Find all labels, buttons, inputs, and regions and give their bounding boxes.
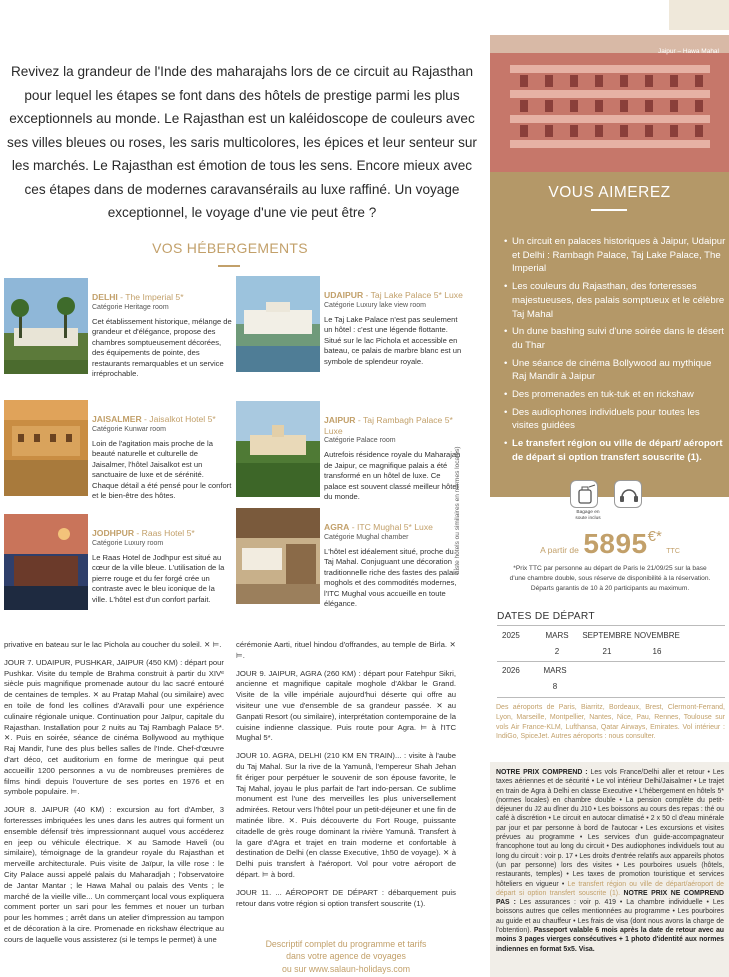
dates-divider xyxy=(497,697,725,698)
udaipur-hotel-photo xyxy=(236,276,320,372)
highlight-item: • Des promenades en tuk-tuk et en rickshaw xyxy=(504,388,726,402)
price-block xyxy=(500,528,720,560)
highlight-item: • Le transfert région ou ville de départ/ aéroport de départ si option transfert souscrite (1). xyxy=(504,437,726,464)
hotel-category: Catégorie Luxury lake view room xyxy=(324,301,426,309)
year-label: 2026 xyxy=(502,666,520,675)
month-label: NOVEMBRE xyxy=(634,631,680,640)
audiophone-icon xyxy=(614,480,642,508)
itinerary-day-6-end: privative en bateau sur le lac Pichola au coucher du soleil. ✕ ⊨. xyxy=(4,640,222,649)
year-label: 2025 xyxy=(502,631,520,640)
hotel-city: UDAIPUR xyxy=(324,290,364,300)
intro-paragraph: Revivez la grandeur de l'Inde des maharajahs lors de ce circuit au Rajasthan pour lequel les étapes se font dans des hôtels de prestige parmi les plus exceptionnels au monde. Le Rajasthan est un kaléidoscope de couleurs avec ses villes bleues ou roses, les saris multicolores, les épices et leur senteur sur les marchés. Le Rajasthan est émotion de tous les sens. Encore mieux avec ces étapes dans de modernes caravansérails au luxe raffiné. Un voyage exceptionnel, le voyage d'une vie peut être ? xyxy=(7,64,477,220)
price-suffix: TTC xyxy=(666,548,680,555)
price-prefix: A partir de xyxy=(540,545,579,555)
price-value: 5895 xyxy=(583,528,648,559)
hotel-city: JODHPUR xyxy=(92,528,135,538)
hotel-category: Catégorie Luxury room xyxy=(92,539,164,547)
day-value: 16 xyxy=(652,647,662,656)
day-value: 8 xyxy=(552,682,558,691)
luggage-icon xyxy=(570,480,598,508)
day-value: 21 xyxy=(602,647,612,656)
highlight-item: • Les couleurs du Rajasthan, des forteresses majestueuses, des palais somptueux et le célèbre Taj Mahal xyxy=(504,280,726,321)
highlights-title: VOUS AIMEREZ xyxy=(548,184,671,201)
heading-divider xyxy=(218,265,240,267)
itinerary-column-1 xyxy=(4,640,224,953)
hotel-category: Catégorie Kunwar room xyxy=(92,425,166,433)
included-transfer: Le transfert région ou ville de départ/aéroport de départ si option transfert souscrite (1). xyxy=(496,880,724,897)
month-label: MARS xyxy=(543,666,567,675)
hotel-name: - Taj Lake Palace 5* Luxe xyxy=(363,290,463,300)
hotel-category: Catégorie Mughal chamber xyxy=(324,533,409,541)
hotel-description: Le Raas Hotel de Jodhpur est situé au cœur de la ville bleue. L'utilisation de la pierre rouge et du fer forgé crée un contraste avec le bleu iconique de la ville. L'hôtel est d'un confort parfait. xyxy=(92,552,225,604)
hotel-city: DELHI xyxy=(92,292,118,302)
highlight-item: • Des audiophones individuels pour toutes les visites guidées xyxy=(504,406,726,433)
included-text: Les vols France/Delhi aller et retour • Les taxes aériennes et de sécurité • Le vol intérieur Delhi/Jaisalmer • Le trajet en train de Agra à Delhi en classe Executive • L'hébergement en hôtels 5* (normes locales) en chambre double • La pension complète du petit-déjeuner du J2 au dîner du J10 • Les boissons au cours des repas : thé ou café à discrétion • Le circuit en autocar climatisé • 2 x 50 cl d'eau minérale par jour et par personne à bord de l'autocar • Les excursions et visites prévues au programme • Les services d'un guide-accompagnateur francophone tout au long du circuit • Des audiophones individuels tout au long du circuit : voir p. 17 • Les droits d'entrée relatifs aux appareils photos (un par personne) lors des visites • Les pourboires usuels (hôtels, restaurants, temples) • Les taxes de promotion touristique et services hôteliers en vigueur • xyxy=(496,769,724,888)
photo-caption: Jaipur – Hawa Mahal xyxy=(657,48,719,55)
hotel-description: L'hôtel est idéalement situé, proche du Taj Mahal. Conjuguant une décoration traditionnelle riche des fastes des palais moghols et des commodités modernes, l'ITC Mughal vous accueille en toute élégance. xyxy=(324,546,459,609)
itinerary-column-2 xyxy=(236,640,456,916)
price-conditions xyxy=(496,768,724,954)
month-label: SEPTEMBRE xyxy=(582,631,632,640)
highlight-item: • Un circuit en palaces historiques à Jaipur, Udaipur et Delhi : Rambagh Palace, Taj Lake Palace, The Imperial xyxy=(504,235,726,276)
jaipur-hotel-photo xyxy=(236,401,320,497)
hotel-description: Le Taj Lake Palace n'est pas seulement un hôtel : c'est une légende flottante. Situé sur le lac Pichola et accessible en bateau, ce palais de marbre blanc est un symbole de splendeur royale. xyxy=(324,314,462,366)
hotel-description: Loin de l'agitation mais proche de la beauté naturelle et culturelle de Jaisalmer, l'hôtel Jaisalkot est un sanctuaire de luxe et de sérénité. Chaque détail a été pensé pour le confort et le bien-être des hôtes. xyxy=(92,438,232,501)
month-label: MARS xyxy=(545,631,569,640)
passport-requirements: Passeport valable 6 mois après la date de retour avec au moins 3 pages vierges consécutives + 1 photo d'identité aux normes indiennes en format 5x5. Visa. xyxy=(496,927,724,953)
highlight-item: • Un dune bashing suivi d'une soirée dans le désert du Thar xyxy=(504,325,726,352)
price-note: *Prix TTC par personne au départ de Paris le 21/09/25 sur la base d'une chambre double, sous réserve de disponibilité à la réservation. Départs garantis de 10 à 20 participants au maximum. xyxy=(509,565,711,592)
dates-divider xyxy=(497,625,725,626)
highlights-panel xyxy=(490,172,729,497)
page-tab xyxy=(669,0,729,30)
hotel-category: Catégorie Palace room xyxy=(324,437,396,444)
hotel-city: JAIPUR xyxy=(324,415,356,425)
hotel-description: Cet établissement historique, mélange de grandeur et d'élégance, propose des chambres somptueusement décorées, des équipements de pointe, des restaurants remarquables et un service irréprochable. xyxy=(92,316,232,379)
hotel-name: - The Imperial 5* xyxy=(117,292,184,302)
hotel-category: Catégorie Heritage room xyxy=(92,303,169,311)
itinerary-day-8-end: cérémonie Aarti, rituel hindou d'offrandes, au temple de Birla. ✕ ⊨. xyxy=(236,640,456,660)
itinerary-day-9: JOUR 9. JAIPUR, AGRA (260 KM) : départ pour Fatehpur Sikri, ancienne et magnifique capitale moghole d'Akbar le Grand. Visite de la ville impériale aujourd'hui déserte qui offre au visiteur une vue d'ensemble de sa grandeur passée. ✕ au Ganpati Resort (ou similaire), interprétation contemporaine de la cuisine indienne classique. Puis route pour Agra. ⊨ à l'ITC Mughal 5*. xyxy=(236,668,456,743)
departure-airports: Des aéroports de Paris, Biarritz, Bordeaux, Brest, Clermont-Ferrand, Lyon, Marseille, Montpellier, Nantes, Nice, Pau, Rennes, Toulouse sur vols Air France-KLM, Lufthansa, Qatar Airways, Emirates. Vol intérieur : IndiGo, SpiceJet. Autres aéroports : nous consulter. xyxy=(496,704,725,741)
day-value: 2 xyxy=(554,647,560,656)
hotel-city: JAISALMER xyxy=(92,414,142,424)
hotel-name: - Jaisalkot Hotel 5* xyxy=(141,414,216,424)
excluded-text: Les assurances : voir p. 419 • La chambre individuelle • Les boissons autres que celles mentionnées au programme • Les pourboires au guide et au chauffeur • Les frais de visa (dont nous avons la charge de l'obtention). xyxy=(496,899,724,935)
price-currency: €* xyxy=(647,528,662,545)
included-label: NOTRE PRIX COMPREND : xyxy=(496,769,588,776)
highlights-divider xyxy=(591,209,627,211)
agra-hotel-photo xyxy=(236,508,320,604)
itinerary-day-10: JOUR 10. AGRA, DELHI (210 KM EN TRAIN)... : visite à l'aube du Taj Mahal. Sur la rive de la Yamunâ, l'empereur Shah Jehan fit ériger pour perpétuer le souvenir de son épouse favorite, le Taj Mahal, joyau le plus parfait de l'art indo-persan. Ce sublime monument est l'une des merveilles les plus universellement admirées. Retour vers l'hôtel pour un petit-déjeuner et une fin de matinée libre. ✕. Puis découverte du Fort Rouge, puissante citadelle de grès rouge dominant la rivière Yamunâ. Transfert à la gare d'Agra et trajet en train moderne et confortable à destination de Delhi (en classe Executive, 1h50 de voyage). ✕ à Delhi puis transfert à l'aéroport. Vol pour votre aéroport de départ. ⊨ à bord. xyxy=(236,751,456,879)
departure-dates-title: DATES DE DÉPART xyxy=(497,611,595,622)
hawa-mahal-photo xyxy=(490,35,729,172)
hotel-description: Autrefois résidence royale du Maharajah de Jaipur, ce magnifique palais a été transformé en un hôtel de luxe. Ce palace est souvent classé meilleur hôtel du monde. xyxy=(324,450,461,502)
service-icons xyxy=(570,480,650,520)
hotel-name: - Taj Rambagh Palace 5* Luxe xyxy=(324,415,453,436)
dates-divider xyxy=(497,661,725,662)
jodhpur-hotel-photo xyxy=(4,514,88,610)
hotels-heading: VOS HÉBERGEMENTS xyxy=(152,240,308,256)
itinerary-day-11: JOUR 11. ... AÉROPORT DE DÉPART : débarquement puis retour dans votre région si option transfert souscrite (1). xyxy=(236,887,456,908)
jaisalmer-hotel-photo xyxy=(4,400,88,496)
program-link-note: Descriptif complet du programme et tarifs dans votre agence de voyages ou sur www.salaun-holidays.com xyxy=(236,938,456,975)
hotels-footnote: Liste hôtels ou similaires en normes locales) xyxy=(454,446,461,574)
hotel-city: AGRA xyxy=(324,522,350,532)
itinerary-day-8: JOUR 8. JAIPUR (40 KM) : excursion au fort d'Amber, 3 forteresses imbriquées les unes dans les autres qui forment un ensemble défensif très impressionnant auquel vous accéderez en jeep ou véhicule électrique. ✕ au Samode Haveli (ou similaire), témoignage de la grandeur royale du Rajasthan et merveille architecturale. Puis visite de Jaïpur, la ville rose : le City Palace aussi appelé palais du Maharadjah ; l'observatoire de Jantar Mantar ; le Hawa Mahal ou palais des Vents ; le marché de la vieille ville... Un commerçant local vous expliquera comment porter un sari pour les femmes et nouer un turban pour les hommes ; arrêt dans un atelier d'impression au tampon et de décoration à la cire. Promenade en rickshaw électrique au cours de laquelle vous assisterez (si le temps le permet) à une xyxy=(4,805,224,944)
website-link[interactable]: ou sur www.salaun-holidays.com xyxy=(281,963,411,974)
itinerary-day-7: JOUR 7. UDAIPUR, PUSHKAR, JAIPUR (450 KM) : départ pour Pushkar. Visite du temple de Brahma construit à partir du XIVᵉ siècle puis magnifique promenade autour du lac sacré entouré de centaines de temples. ✕ au Pratap Mahal (ou similaire) avec en toile de fond les collines d'Aravalli pour une expérience culinaire régionale unique. Continuation pour Jaïpur, capitale du Rajasthan. Installation pour 2 nuits au Taj Rambagh Palace 5*. ✕. Puis en soirée, séance de cinéma Bollywood au mythique Raj Mandir, l'une des plus belles salles de l'Inde. Chef-d'œuvre d'art déco, cet auditorium en forme de meringue qui peut accueillir 1200 personnes a vu de nombreuses premières de films hindi depuis l'ouverture de ses portes en 1976 et en symbole populaire. ⊨. xyxy=(4,657,224,797)
excluded-label: NOTRE PRIX NE COMPREND PAS : xyxy=(496,889,724,907)
luggage-caption: Bagage en soute inclus xyxy=(575,510,601,521)
delhi-hotel-photo xyxy=(4,278,88,374)
highlights-list xyxy=(504,235,726,469)
highlight-item: • Une séance de cinéma Bollywood au mythique Raj Mandir à Jaipur xyxy=(504,357,726,384)
hotel-name: - ITC Mughal 5* Luxe xyxy=(349,522,433,532)
hotel-name: - Raas Hotel 5* xyxy=(134,528,195,538)
